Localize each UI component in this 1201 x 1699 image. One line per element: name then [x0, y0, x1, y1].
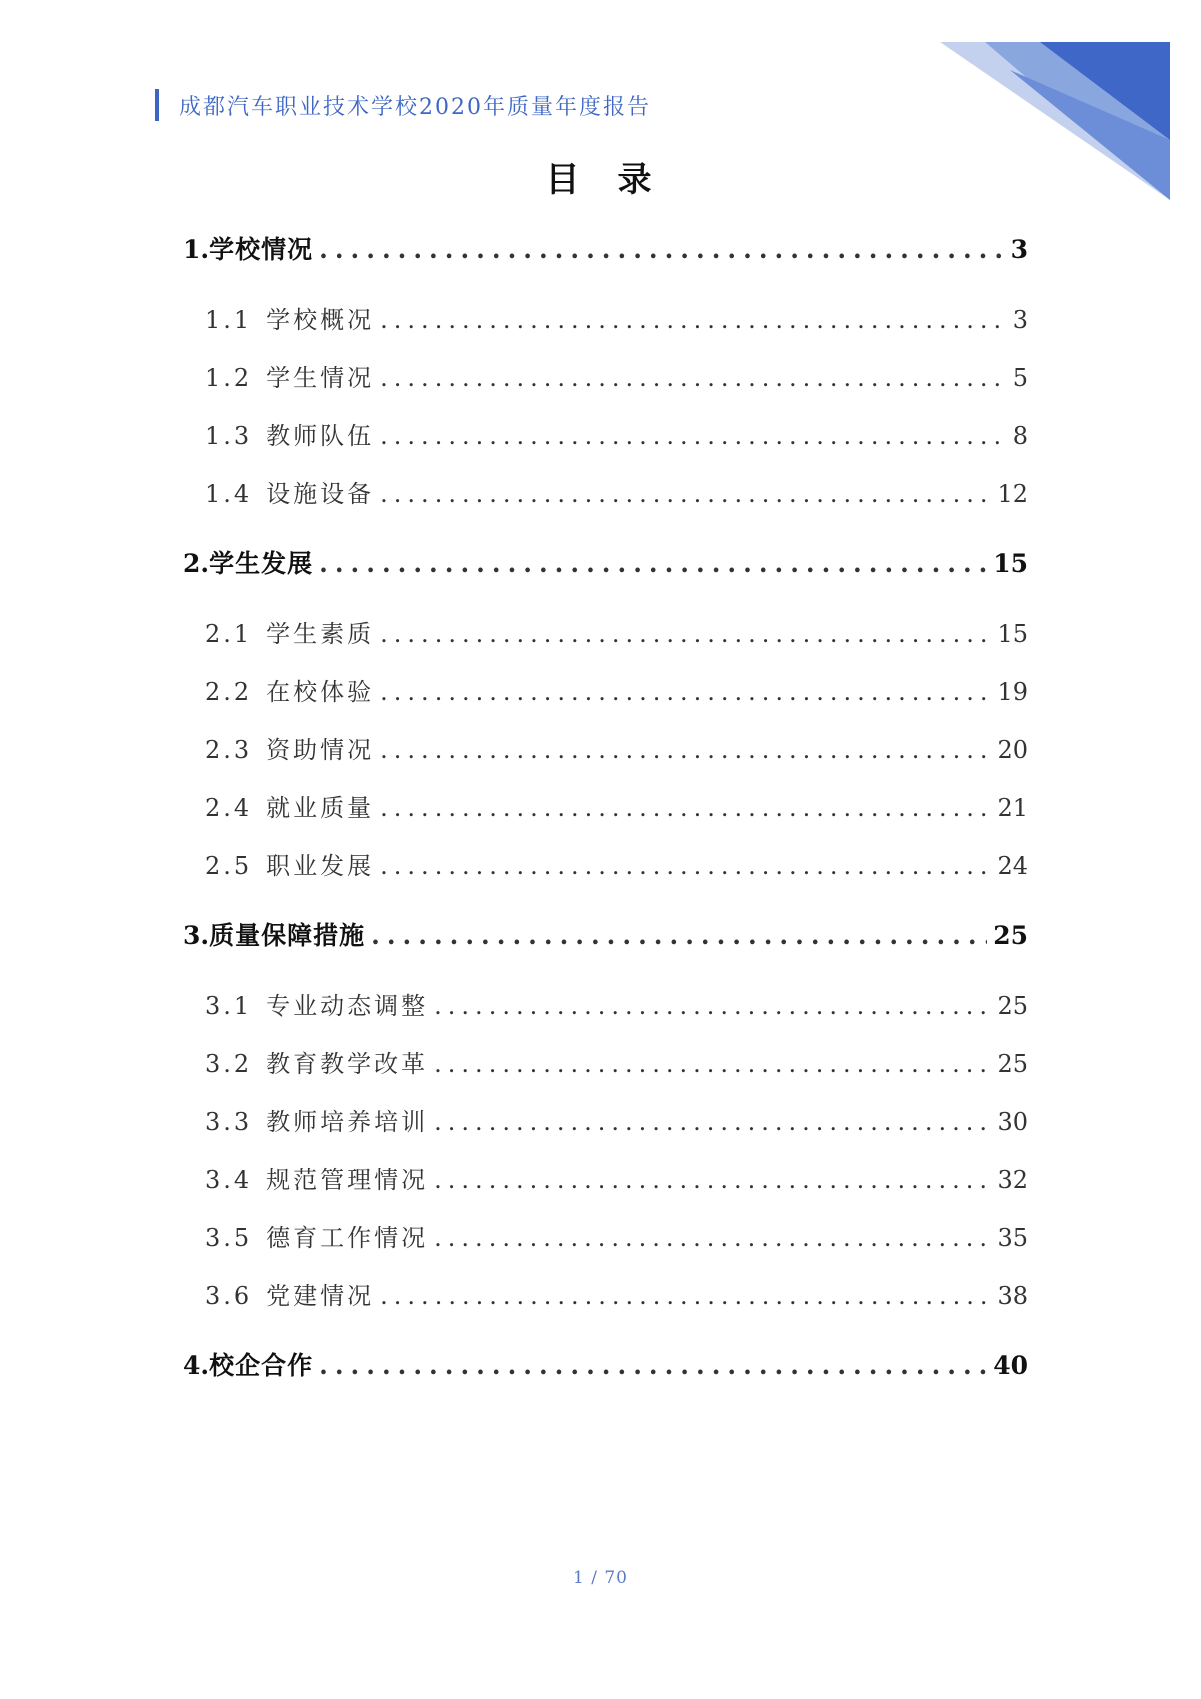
toc-entry-label: 专业动态调整	[266, 992, 429, 1020]
toc-dot-leader	[380, 736, 991, 764]
toc-dot-leader	[434, 992, 991, 1020]
toc-entry-page: 25	[997, 1050, 1028, 1078]
toc-subsection-entry[interactable]	[183, 416, 1028, 452]
toc-subsection-entry[interactable]	[183, 1276, 1028, 1312]
toc-subsection-entry[interactable]	[183, 672, 1028, 708]
toc-entry-page: 21	[997, 794, 1028, 822]
toc-dot-leader	[371, 921, 987, 950]
page-number: 1 / 70	[573, 1568, 628, 1588]
toc-dot-leader	[319, 235, 1004, 264]
toc-entry-number: 3.3	[205, 1108, 253, 1136]
toc-title-char-2: 录	[617, 160, 656, 200]
toc-subsection-entry[interactable]	[183, 1160, 1028, 1196]
toc-entry-label: 质量保障措施	[209, 921, 366, 950]
toc-dot-leader	[380, 422, 1007, 450]
toc-subsection-entry[interactable]	[183, 986, 1028, 1022]
toc-entry-page: 40	[993, 1351, 1028, 1380]
toc-entry-number: 3.6	[205, 1282, 253, 1310]
toc-dot-leader	[380, 852, 991, 880]
toc-entry-number: 3.2	[205, 1050, 253, 1078]
toc-entry-number: 3.	[183, 921, 210, 950]
toc-entry-label: 德育工作情况	[266, 1224, 429, 1252]
toc-entry-number: 3.4	[205, 1166, 253, 1194]
toc-entry-number: 1.3	[205, 422, 253, 450]
toc-section-entry[interactable]	[183, 916, 1028, 952]
toc-entry-label: 学生情况	[266, 364, 375, 392]
toc-entry-label: 教师培养培训	[266, 1108, 429, 1136]
toc-entry-number: 2.	[183, 549, 210, 578]
toc-entry-label: 学校概况	[266, 306, 375, 334]
toc-entry-page: 38	[997, 1282, 1028, 1310]
toc-entry-number: 4.	[183, 1351, 210, 1380]
toc-section-entry[interactable]	[183, 544, 1028, 580]
toc-dot-leader	[380, 364, 1007, 392]
toc-subsection-entry[interactable]	[183, 300, 1028, 336]
toc-entry-page: 25	[993, 921, 1028, 950]
toc-entry-label: 资助情况	[266, 736, 375, 764]
running-header	[155, 88, 651, 122]
toc-entry-page: 20	[997, 736, 1028, 764]
toc-entry-number: 1.	[183, 235, 210, 264]
toc-entry-number: 3.5	[205, 1224, 253, 1252]
toc-dot-leader	[380, 794, 991, 822]
toc-entry-number: 2.1	[205, 620, 253, 648]
toc-dot-leader	[434, 1166, 991, 1194]
toc-subsection-entry[interactable]	[183, 474, 1028, 510]
toc-entry-label: 学校情况	[209, 235, 314, 264]
toc-entry-label: 党建情况	[266, 1282, 375, 1310]
toc-dot-leader	[434, 1050, 991, 1078]
toc-entry-page: 25	[997, 992, 1028, 1020]
toc-subsection-entry[interactable]	[183, 730, 1028, 766]
toc-entry-page: 24	[997, 852, 1028, 880]
toc-dot-leader	[380, 306, 1007, 334]
toc-entry-number: 1.1	[205, 306, 253, 334]
toc-entry-number: 2.2	[205, 678, 253, 706]
header-title: 成都汽车职业技术学校2020年质量年度报告	[179, 94, 651, 120]
toc-entry-label: 教师队伍	[266, 422, 375, 450]
toc-subsection-entry[interactable]	[183, 1102, 1028, 1138]
header-accent-bar	[155, 89, 159, 121]
toc-subsection-entry[interactable]	[183, 846, 1028, 882]
toc-entry-label: 学生素质	[266, 620, 375, 648]
toc-subsection-entry[interactable]	[183, 614, 1028, 650]
toc-dot-leader	[434, 1108, 991, 1136]
toc-entry-label: 规范管理情况	[266, 1166, 429, 1194]
toc-entry-page: 35	[997, 1224, 1028, 1252]
toc-entry-label: 教育教学改革	[266, 1050, 429, 1078]
toc-entry-number: 1.2	[205, 364, 253, 392]
corner-decoration	[0, 0, 1201, 260]
toc-dot-leader	[380, 620, 991, 648]
toc-subsection-entry[interactable]	[183, 1218, 1028, 1254]
toc-section-entry[interactable]	[183, 230, 1028, 266]
toc-dot-leader	[380, 1282, 991, 1310]
toc-entry-number: 2.5	[205, 852, 253, 880]
toc-entry-page: 30	[997, 1108, 1028, 1136]
toc-entry-label: 职业发展	[266, 852, 375, 880]
toc-dot-leader	[319, 1351, 987, 1380]
toc-entry-page: 15	[993, 549, 1028, 578]
toc-title-char-1: 目	[545, 160, 584, 200]
toc-entry-page: 5	[1012, 364, 1028, 392]
toc-entry-page: 3	[1010, 235, 1028, 264]
toc-dot-leader	[380, 480, 991, 508]
toc-entry-label: 校企合作	[209, 1351, 314, 1380]
toc-title	[0, 152, 1201, 201]
toc-entry-number: 2.4	[205, 794, 253, 822]
toc-dot-leader	[319, 549, 987, 578]
toc-subsection-entry[interactable]	[183, 358, 1028, 394]
toc-subsection-entry[interactable]	[183, 788, 1028, 824]
toc-subsection-entry[interactable]	[183, 1044, 1028, 1080]
toc-entry-number: 2.3	[205, 736, 253, 764]
toc-entry-label: 设施设备	[266, 480, 375, 508]
toc-entry-page: 15	[997, 620, 1028, 648]
toc-entry-page: 19	[997, 678, 1028, 706]
toc-entry-page: 12	[997, 480, 1028, 508]
toc-entry-page: 8	[1012, 422, 1028, 450]
toc-entry-number: 1.4	[205, 480, 253, 508]
toc-entry-number: 3.1	[205, 992, 253, 1020]
toc-entry-label: 就业质量	[266, 794, 375, 822]
toc-entry-label: 学生发展	[209, 549, 314, 578]
toc-entry-page: 32	[997, 1166, 1028, 1194]
toc-dot-leader	[380, 678, 991, 706]
toc-entry-page: 3	[1012, 306, 1028, 334]
toc-section-entry[interactable]	[183, 1346, 1028, 1382]
toc-dot-leader	[434, 1224, 991, 1252]
toc-entry-label: 在校体验	[266, 678, 375, 706]
